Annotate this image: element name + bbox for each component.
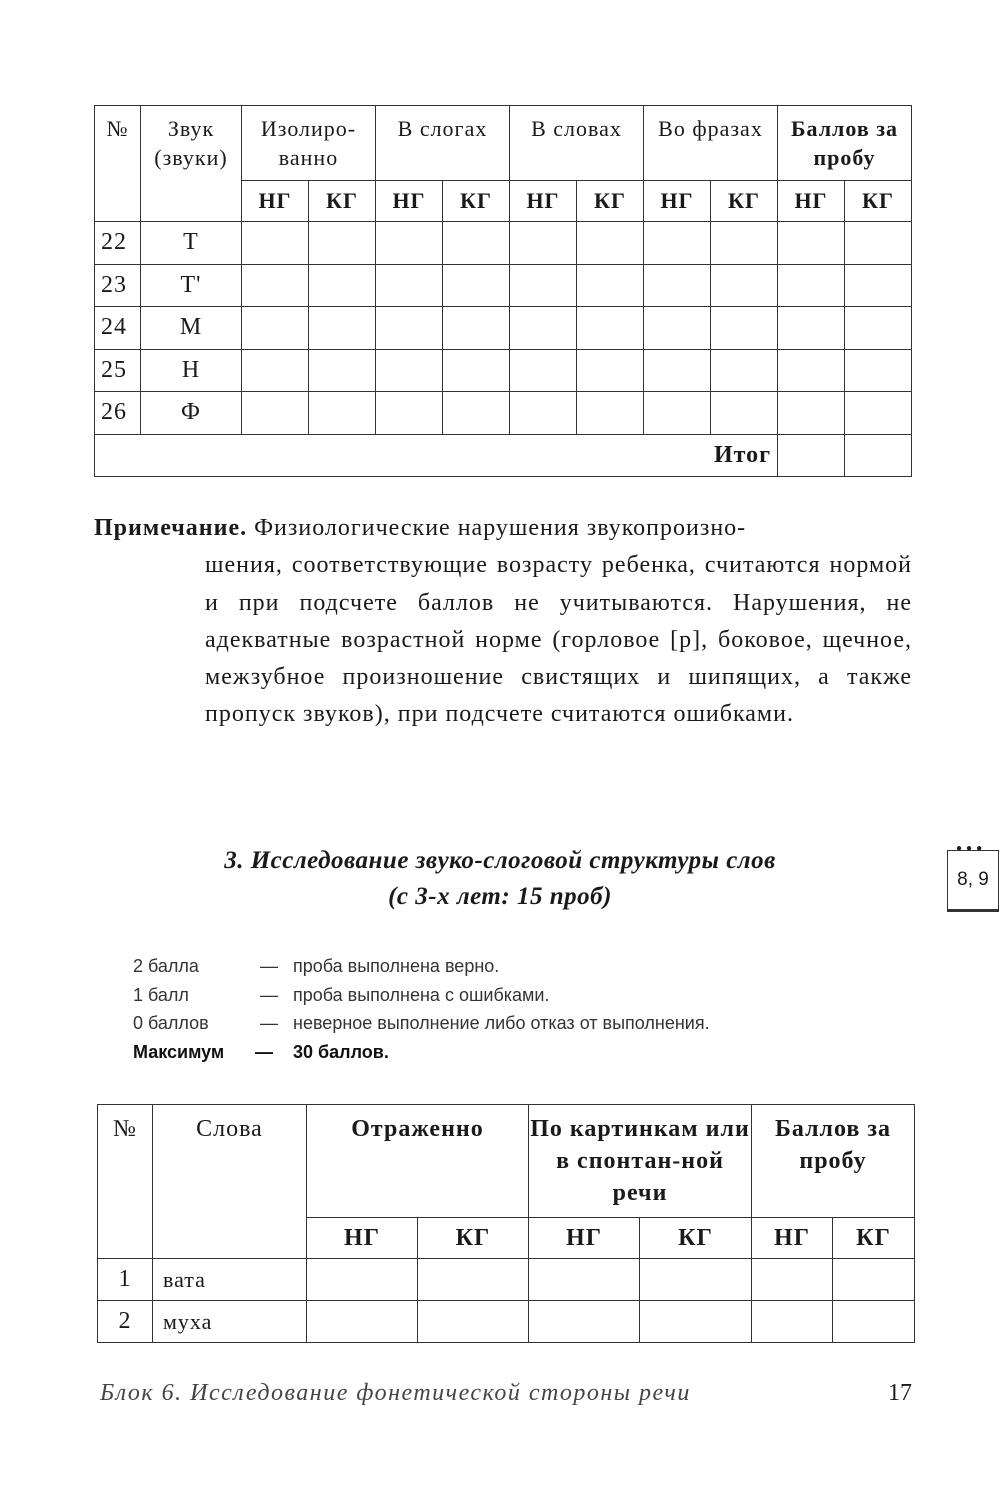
score-cell [845, 264, 912, 307]
subheader-ng: НГ [307, 1218, 418, 1259]
score-cell [845, 349, 912, 392]
score-cell [510, 264, 577, 307]
score-cell [577, 222, 644, 265]
subheader-kg: КГ [640, 1218, 752, 1259]
header-sound: Звук (звуки) [141, 106, 242, 222]
table-row [95, 264, 912, 307]
score-cell [443, 222, 510, 265]
header-isolated: Изолиро-ванно [242, 106, 376, 181]
subheader-kg: КГ [577, 181, 644, 222]
dash: — [260, 1013, 278, 1033]
score-cell [242, 307, 309, 350]
section-subtitle: (с 3-х лет: 15 проб) [388, 883, 612, 910]
score-cell [443, 307, 510, 350]
subheader-ng: НГ [510, 181, 577, 222]
score-cell [309, 222, 376, 265]
subheader-kg: КГ [443, 181, 510, 222]
score-cell [376, 222, 443, 265]
syllable-structure-table [97, 1104, 915, 1343]
score-cell [309, 264, 376, 307]
score-cell [376, 392, 443, 435]
score-cell [711, 307, 778, 350]
score-cell [418, 1259, 529, 1301]
row-number: 23 [95, 264, 141, 307]
score-cell [510, 392, 577, 435]
header-points: Баллов за пробу [752, 1105, 915, 1218]
row-number: 22 [95, 222, 141, 265]
page-ref-badge [947, 843, 999, 912]
row-sound: Т' [141, 264, 242, 307]
row-number: 1 [98, 1259, 153, 1301]
scoring-row [133, 981, 710, 1010]
score-cell [711, 222, 778, 265]
row-number: 24 [95, 307, 141, 350]
scoring-row [133, 952, 710, 981]
total-kg-cell [845, 434, 912, 477]
score-text: проба выполнена с ошибками. [293, 984, 550, 1005]
score-cell [309, 392, 376, 435]
score-cell [577, 349, 644, 392]
score-cell [644, 264, 711, 307]
score-cell [376, 349, 443, 392]
note [94, 510, 912, 734]
badge-text: 8, 9 [957, 869, 989, 890]
row-word: вата [153, 1259, 307, 1301]
score-cell [778, 222, 845, 265]
header-reflected: Отраженно [307, 1105, 529, 1218]
total-ng-cell [778, 434, 845, 477]
score-cell [307, 1301, 418, 1343]
dash: — [260, 984, 278, 1005]
score-cell [242, 222, 309, 265]
header-num: № [95, 106, 141, 222]
header-words: Слова [153, 1105, 307, 1259]
note-label: Примечание. [94, 515, 248, 541]
score-cell [577, 392, 644, 435]
table-row [95, 307, 912, 350]
score-cell [307, 1259, 418, 1301]
table-row [95, 349, 912, 392]
spiral-rings-icon: ●●● [956, 843, 987, 854]
score-cell [845, 392, 912, 435]
subheader-kg: КГ [309, 181, 376, 222]
subheader-kg: КГ [845, 181, 912, 222]
table-row [98, 1259, 915, 1301]
running-footer: Блок 6. Исследование фонетической стороны речи [100, 1380, 691, 1406]
score-cell [443, 264, 510, 307]
score-cell [510, 349, 577, 392]
scoring-row [133, 1009, 710, 1038]
note-body: шения, соответствующие возрасту ребенка, считаются нормой и при подсчете баллов не учитываются. Нарушения, не адекватные возрастной норме (горловое [р], боковое, щечное, межзубное произношение свистящих и шипящих, а также пропуск звуков), при подсчете считаются ошибками. [205, 552, 912, 728]
score-key: 1 балл [133, 984, 189, 1005]
row-word: муха [153, 1301, 307, 1343]
subheader-kg: КГ [833, 1218, 915, 1259]
table-row [95, 392, 912, 435]
score-cell [833, 1259, 915, 1301]
subheader-ng: НГ [529, 1218, 640, 1259]
score-key: 2 балла [133, 956, 199, 976]
subheader-ng: НГ [644, 181, 711, 222]
scoring-legend [133, 952, 710, 1066]
table-row [98, 1301, 915, 1343]
header-phrases: Во фразах [644, 106, 778, 181]
maximum-row [133, 1038, 710, 1067]
sound-pronunciation-table [94, 105, 912, 477]
score-cell [752, 1301, 833, 1343]
score-cell [644, 349, 711, 392]
score-cell [640, 1301, 752, 1343]
score-cell [510, 222, 577, 265]
score-cell [242, 349, 309, 392]
row-sound: Т [141, 222, 242, 265]
row-number: 26 [95, 392, 141, 435]
header-syllables: В слогах [376, 106, 510, 181]
score-cell [711, 349, 778, 392]
score-cell [845, 222, 912, 265]
score-cell [577, 307, 644, 350]
score-cell [778, 307, 845, 350]
score-cell [242, 392, 309, 435]
header-pictures: По картинкам или в спонтан-ной речи [529, 1105, 752, 1218]
score-cell [418, 1301, 529, 1343]
score-cell [309, 307, 376, 350]
score-cell [443, 349, 510, 392]
score-cell [309, 349, 376, 392]
row-sound: М [141, 307, 242, 350]
row-number: 25 [95, 349, 141, 392]
subheader-kg: КГ [711, 181, 778, 222]
score-cell [778, 264, 845, 307]
score-cell [644, 392, 711, 435]
header-points: Баллов за пробу [778, 106, 912, 181]
subheader-ng: НГ [752, 1218, 833, 1259]
header-words: В словах [510, 106, 644, 181]
score-cell [529, 1301, 640, 1343]
score-cell [376, 264, 443, 307]
score-cell [644, 222, 711, 265]
score-key: 0 баллов [133, 1013, 209, 1033]
subheader-ng: НГ [242, 181, 309, 222]
score-text: неверное выполнение либо отказ от выполнения. [293, 1013, 710, 1033]
page-number: 17 [888, 1380, 912, 1406]
maximum-value: 30 баллов. [293, 1041, 389, 1062]
section-title: 3. Исследование звуко-слоговой структуры слов [224, 847, 776, 874]
note-first-line: Физиологические нарушения звукопроизно- [254, 515, 747, 541]
score-cell [529, 1259, 640, 1301]
score-cell [833, 1301, 915, 1343]
dash: — [260, 956, 278, 976]
dash: — [255, 1041, 273, 1062]
score-cell [845, 307, 912, 350]
score-cell [376, 307, 443, 350]
score-text: проба выполнена верно. [293, 956, 500, 976]
score-cell [752, 1259, 833, 1301]
score-cell [711, 264, 778, 307]
score-cell [510, 307, 577, 350]
header-num: № [98, 1105, 153, 1259]
score-cell [711, 392, 778, 435]
row-sound: Ф [141, 392, 242, 435]
score-cell [443, 392, 510, 435]
score-cell [778, 392, 845, 435]
score-cell [577, 264, 644, 307]
subheader-ng: НГ [376, 181, 443, 222]
score-cell [640, 1259, 752, 1301]
subheader-kg: КГ [418, 1218, 529, 1259]
subheader-ng: НГ [778, 181, 845, 222]
maximum-key: Максимум [133, 1041, 225, 1062]
section-heading [120, 843, 880, 915]
total-label: Итог [95, 434, 778, 477]
score-cell [644, 307, 711, 350]
row-sound: Н [141, 349, 242, 392]
score-cell [778, 349, 845, 392]
row-number: 2 [98, 1301, 153, 1343]
score-cell [242, 264, 309, 307]
table-row [95, 222, 912, 265]
